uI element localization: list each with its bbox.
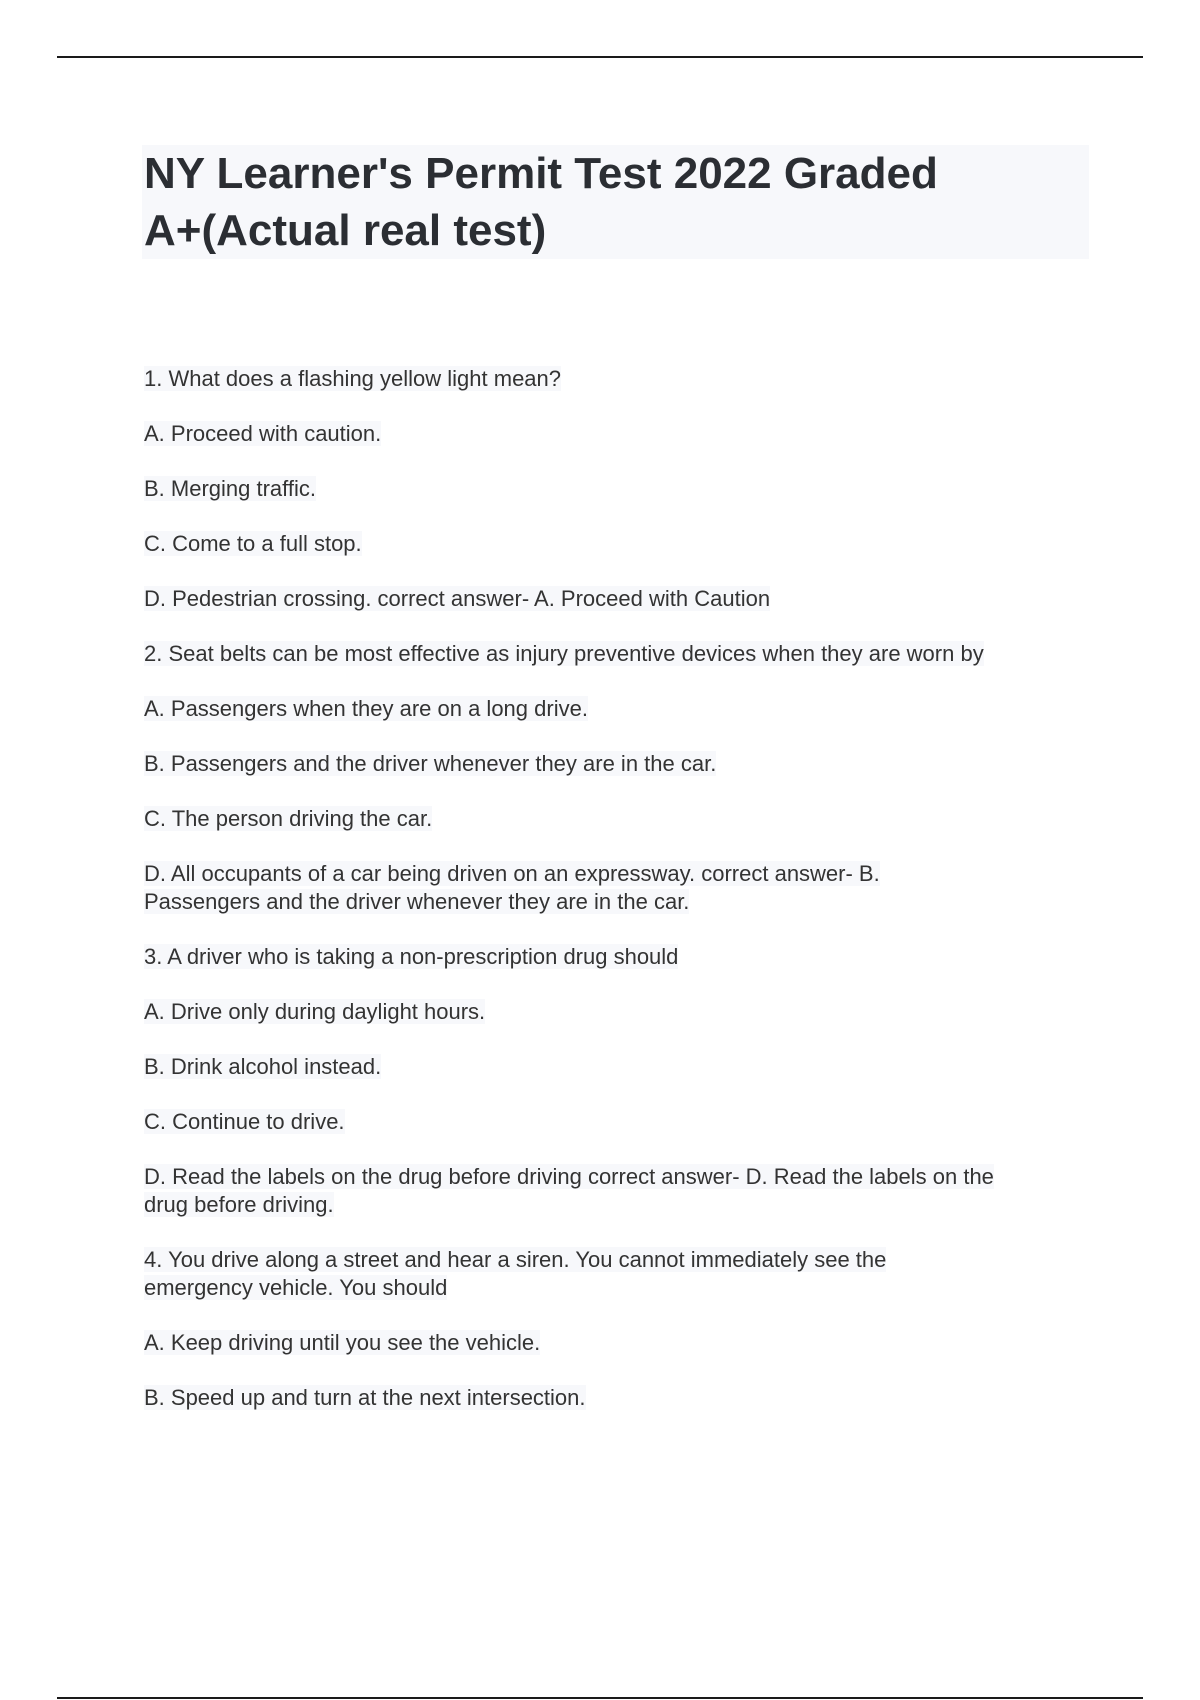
document-title [144, 145, 1085, 259]
question-1-option-a: A. Proceed with caution. [144, 421, 382, 446]
top-rule [57, 56, 1143, 58]
question-2-option-d-answer: D. All occupants of a car being driven on an expressway. correct answer- B. Passengers and the driver whenever they are in the car. [144, 861, 880, 914]
question-1-option-c: C. Come to a full stop. [144, 531, 362, 556]
question-4-option-a: A. Keep driving until you see the vehicle. [144, 1330, 541, 1355]
question-2-option-a: A. Passengers when they are on a long drive. [144, 696, 588, 721]
question-4: 4. You drive along a street and hear a siren. You cannot immediately see the emergency vehicle. You should [144, 1247, 887, 1300]
question-3-option-a: A. Drive only during daylight hours. [144, 999, 486, 1024]
question-3-option-d-answer: D. Read the labels on the drug before driving correct answer- D. Read the labels on the drug before driving. [144, 1164, 994, 1217]
question-1: 1. What does a flashing yellow light mean? [144, 366, 562, 391]
title-line-2: A+(Actual real test) [144, 206, 547, 255]
question-1-option-b: B. Merging traffic. [144, 476, 316, 501]
question-1-option-d-answer: D. Pedestrian crossing. correct answer- A. Proceed with Caution [144, 586, 771, 611]
question-4-option-b: B. Speed up and turn at the next intersection. [144, 1385, 586, 1410]
question-2-option-b: B. Passengers and the driver whenever they are in the car. [144, 751, 717, 776]
question-3-option-b: B. Drink alcohol instead. [144, 1054, 382, 1079]
question-2-option-c: C. The person driving the car. [144, 806, 433, 831]
question-2: 2. Seat belts can be most effective as injury preventive devices when they are worn by [144, 641, 984, 666]
question-3: 3. A driver who is taking a non-prescription drug should [144, 944, 679, 969]
question-list [144, 365, 1089, 1412]
question-3-option-c: C. Continue to drive. [144, 1109, 345, 1134]
document-body [144, 145, 1089, 1439]
title-line-1: NY Learner's Permit Test 2022 Graded [144, 149, 938, 198]
title-block [142, 145, 1089, 259]
bottom-rule [57, 1697, 1143, 1699]
